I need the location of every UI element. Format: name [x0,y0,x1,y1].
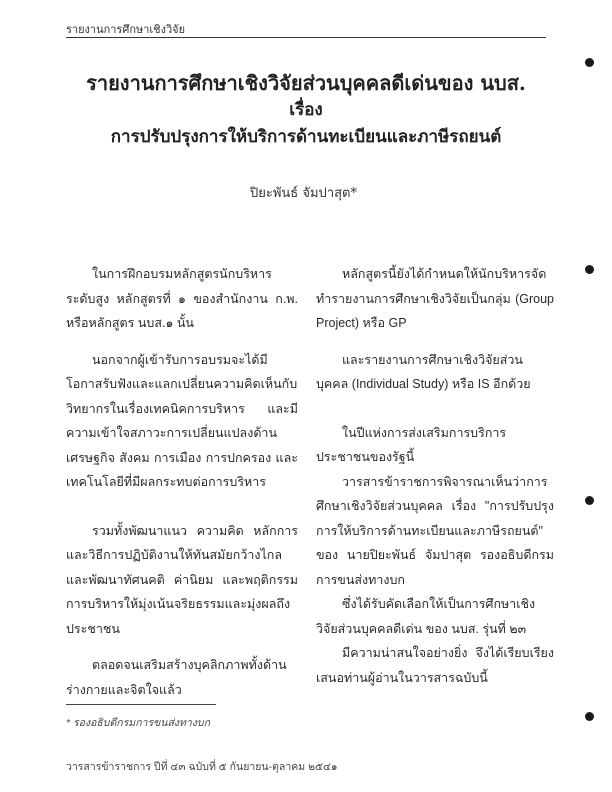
paragraph: ในปีแห่งการส่งเสริมการบริการประชาชนของรัฐนี้ [316,425,507,464]
footnote: * รองอธิบดีกรมการขนส่งทางบก [66,717,210,729]
binder-hole-icon [585,58,594,67]
left-column [66,262,298,702]
paragraph: ในการฝึกอบรมหลักสูตรนักบริหารระดับสูง หลักสูตรที่ ๑ ของสำนักงาน ก.พ. หรือหลักสูตร นบส.๑ นั้น [66,267,298,330]
title-subject-label: เรื่อง [289,100,323,120]
author-name: ปิยะพันธ์ จัมปาสุต* [250,186,357,201]
paragraph: มีความน่าสนใจอย่างยิ่ง จึงได้เรียบเรียงเสนอท่านผู้อ่านในวารสารฉบับนี้ [316,646,554,685]
binder-hole-icon [585,265,594,274]
header-rule [66,37,546,38]
page-footer: วารสารข้าราชการ ปีที่ ๔๓ ฉบับที่ ๕ กันยายน-ตุลาคม ๒๕๔๑ [66,761,338,773]
title-subject: การปรับปรุงการให้บริการด้านทะเบียนและภาษีรถยนต์ [110,127,502,147]
paragraph: รวมทั้งพัฒนาแนว ความคิด หลักการ และวิธีการปฏิบัติงานให้ทันสมัยกว้างไกล และพัฒนาทัศนคติ ค่านิยม และพฤติกรรมการบริหารให้มุ่งเน้นจริยธรรมและมุ่งผลถึงประชาชน [66,523,298,636]
running-header: รายงานการศึกษาเชิงวิจัย [66,23,186,36]
paragraph: ซึ่งได้รับคัดเลือกให้เป็นการศึกษาเชิงวิจัยส่วนบุคคลดีเด่น ของ นบส. รุ่นที่ ๒๓ [316,597,536,636]
title-main: รายงานการศึกษาเชิงวิจัยส่วนบุคคลดีเด่นของ นบส. [86,71,526,95]
paragraph: หลักสูตรนี้ยังได้กำหนดให้นักบริหารจัดทำรายงานการศึกษาเชิงวิจัยเป็นกลุ่ม (Group Project) หรือ GP [316,267,554,330]
title-block [66,70,546,151]
paragraph: และรายงานการศึกษาเชิงวิจัยส่วนบุคคล (Individual Study) หรือ IS อีกด้วย [316,352,531,391]
footnote-rule [66,704,216,705]
right-column [316,262,554,690]
paragraph: วารสารข้าราชการพิจารณาเห็นว่าการศึกษาเชิงวิจัยส่วนบุคคล เรื่อง "การปรับปรุงการให้บริการด้านทะเบียนและภาษีรถยนต์" ของ นายปิยะพันธ์ จัมปาสุต รองอธิบดีกรมการขนส่งทางบก [316,474,554,587]
paragraph: นอกจากผู้เข้ารับการอบรมจะได้มีโอกาสรับฟังและแลกเปลี่ยนความคิดเห็นกับวิทยากรในเรื่องเทคนิคการบริหาร และมีความเข้าใจสภาวะการเปลี่ยนแปลงด้านเศรษฐกิจ สังคม การเมือง การปกครอง และเทคโนโลยีที่มีผลกระทบต่อการบริหาร [66,352,298,489]
binder-hole-icon [585,496,594,505]
paragraph: ตลอดจนเสริมสร้างบุคลิกภาพทั้งด้านร่างกายและจิตใจแล้ว [66,658,287,697]
binder-hole-icon [585,712,594,721]
